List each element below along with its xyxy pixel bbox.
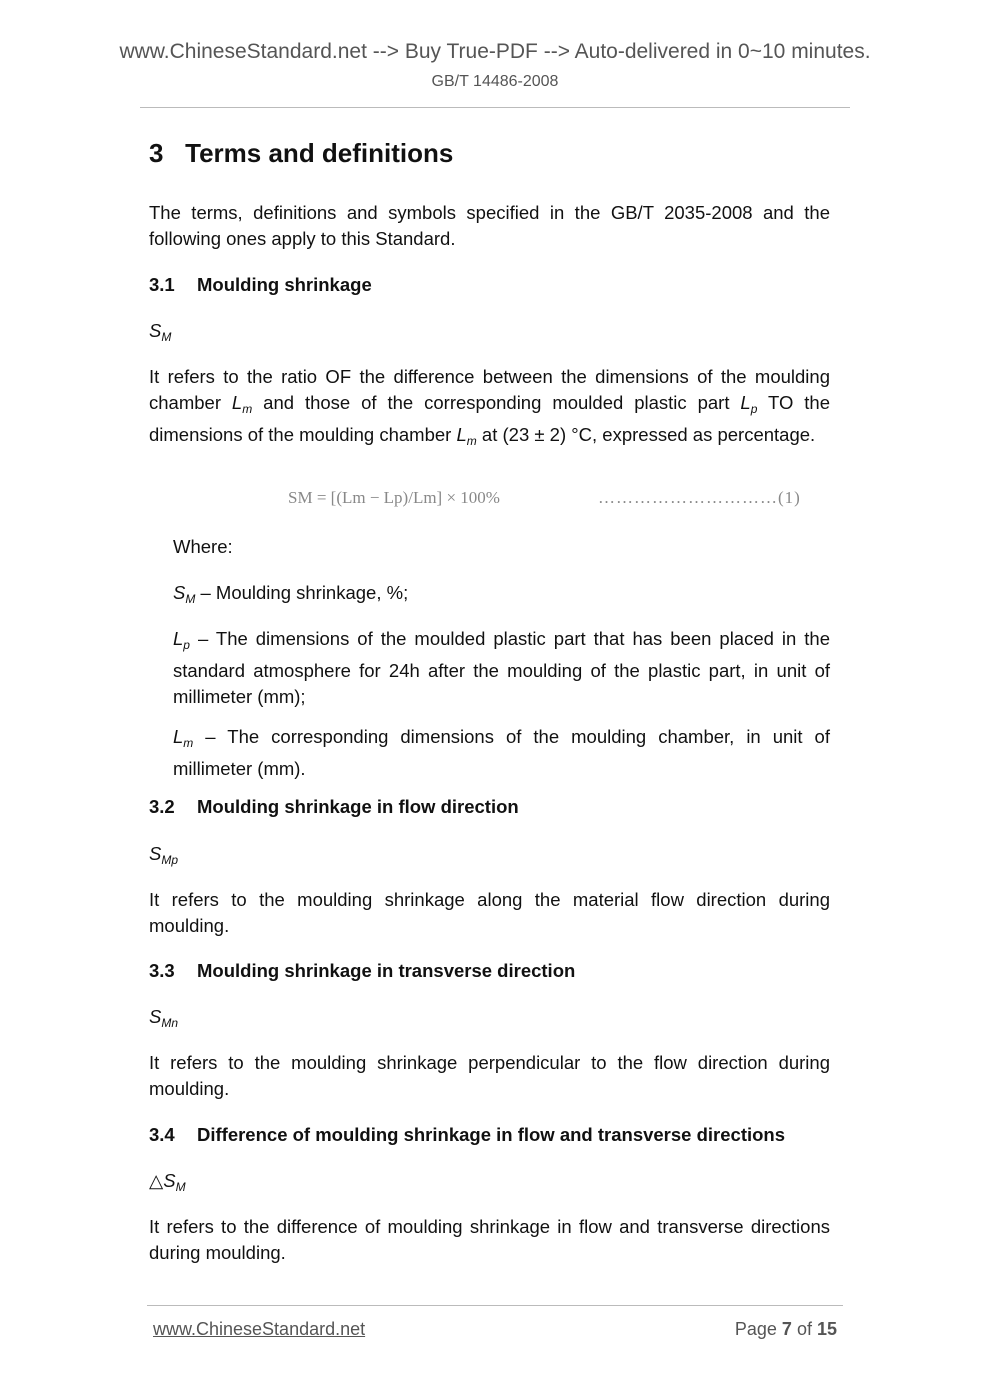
term-definition: It refers to the difference of moulding shrinkage in flow and transverse directions during moulding. [149, 1216, 830, 1263]
footer-divider [147, 1305, 843, 1306]
term-symbol: $S_{Mn}$ [149, 1006, 179, 1030]
term-heading-3-3: 3.3 Moulding shrinkage in transverse direction [149, 960, 576, 981]
term-definition: It refers to the moulding shrinkage perpendicular to the flow direction during moulding. [149, 1052, 830, 1099]
page-indicator: Page 7 of 15 [734, 1319, 837, 1339]
delta-symbol: △ [149, 1170, 164, 1191]
section-title: Terms and definitions [185, 138, 454, 168]
where-item: $S_M$ – Moulding shrinkage, %; [173, 582, 409, 606]
term-heading-3-2: 3.2 Moulding shrinkage in flow direction [149, 796, 519, 817]
term-definition: It refers to the ratio OF the difference between the dimensions of the moulding chamber $L_m$ and those of the corresponding moulded plastic part $L_p$ TO the dimensions of the moulding chamber $L_m$ at (23 ± 2) °C, expressed as percentage. [149, 366, 830, 448]
term-symbol: $S_{Mp}$ [149, 843, 179, 867]
doc-id: GB/T 14486-2008 [431, 73, 559, 90]
formula: SM = [(Lm − Lp)/Lm] × 100% [288, 488, 500, 507]
where-item: $L_p$ – The dimensions of the moulded plastic part that has been placed in the standard atmosphere for 24h after the moulding of the plastic part, in unit of millimeter (mm); [173, 628, 830, 707]
equation-number: …………………………(1) [598, 488, 801, 507]
term-symbol: $\triangle S_M$ [149, 1170, 186, 1194]
term-heading-3-4: 3.4 Difference of moulding shrinkage in flow and transverse directions [149, 1124, 786, 1145]
where-label: Where: [173, 536, 233, 557]
term-title: Moulding shrinkage [197, 274, 372, 295]
term-symbol: $S_M$ [149, 320, 172, 344]
term-definition: It refers to the moulding shrinkage along the material flow direction during moulding. [149, 889, 830, 936]
term-number: 3.1 [149, 274, 175, 295]
section-heading [149, 138, 453, 169]
footer-link[interactable]: www.ChineseStandard.net [153, 1319, 366, 1339]
section-number: 3 [149, 138, 164, 168]
intro-paragraph: The terms, definitions and symbols specified in the GB/T 2035-2008 and the following ones apply to this Standard. [149, 202, 830, 249]
header-divider [140, 107, 850, 108]
where-item: $L_m$ – The corresponding dimensions of the moulding chamber, in unit of millimeter (mm). [173, 726, 830, 779]
term-heading-3-1 [149, 274, 372, 296]
header-banner: www.ChineseStandard.net --> Buy True-PDF --> Auto-delivered in 0~10 minutes. [119, 40, 871, 63]
